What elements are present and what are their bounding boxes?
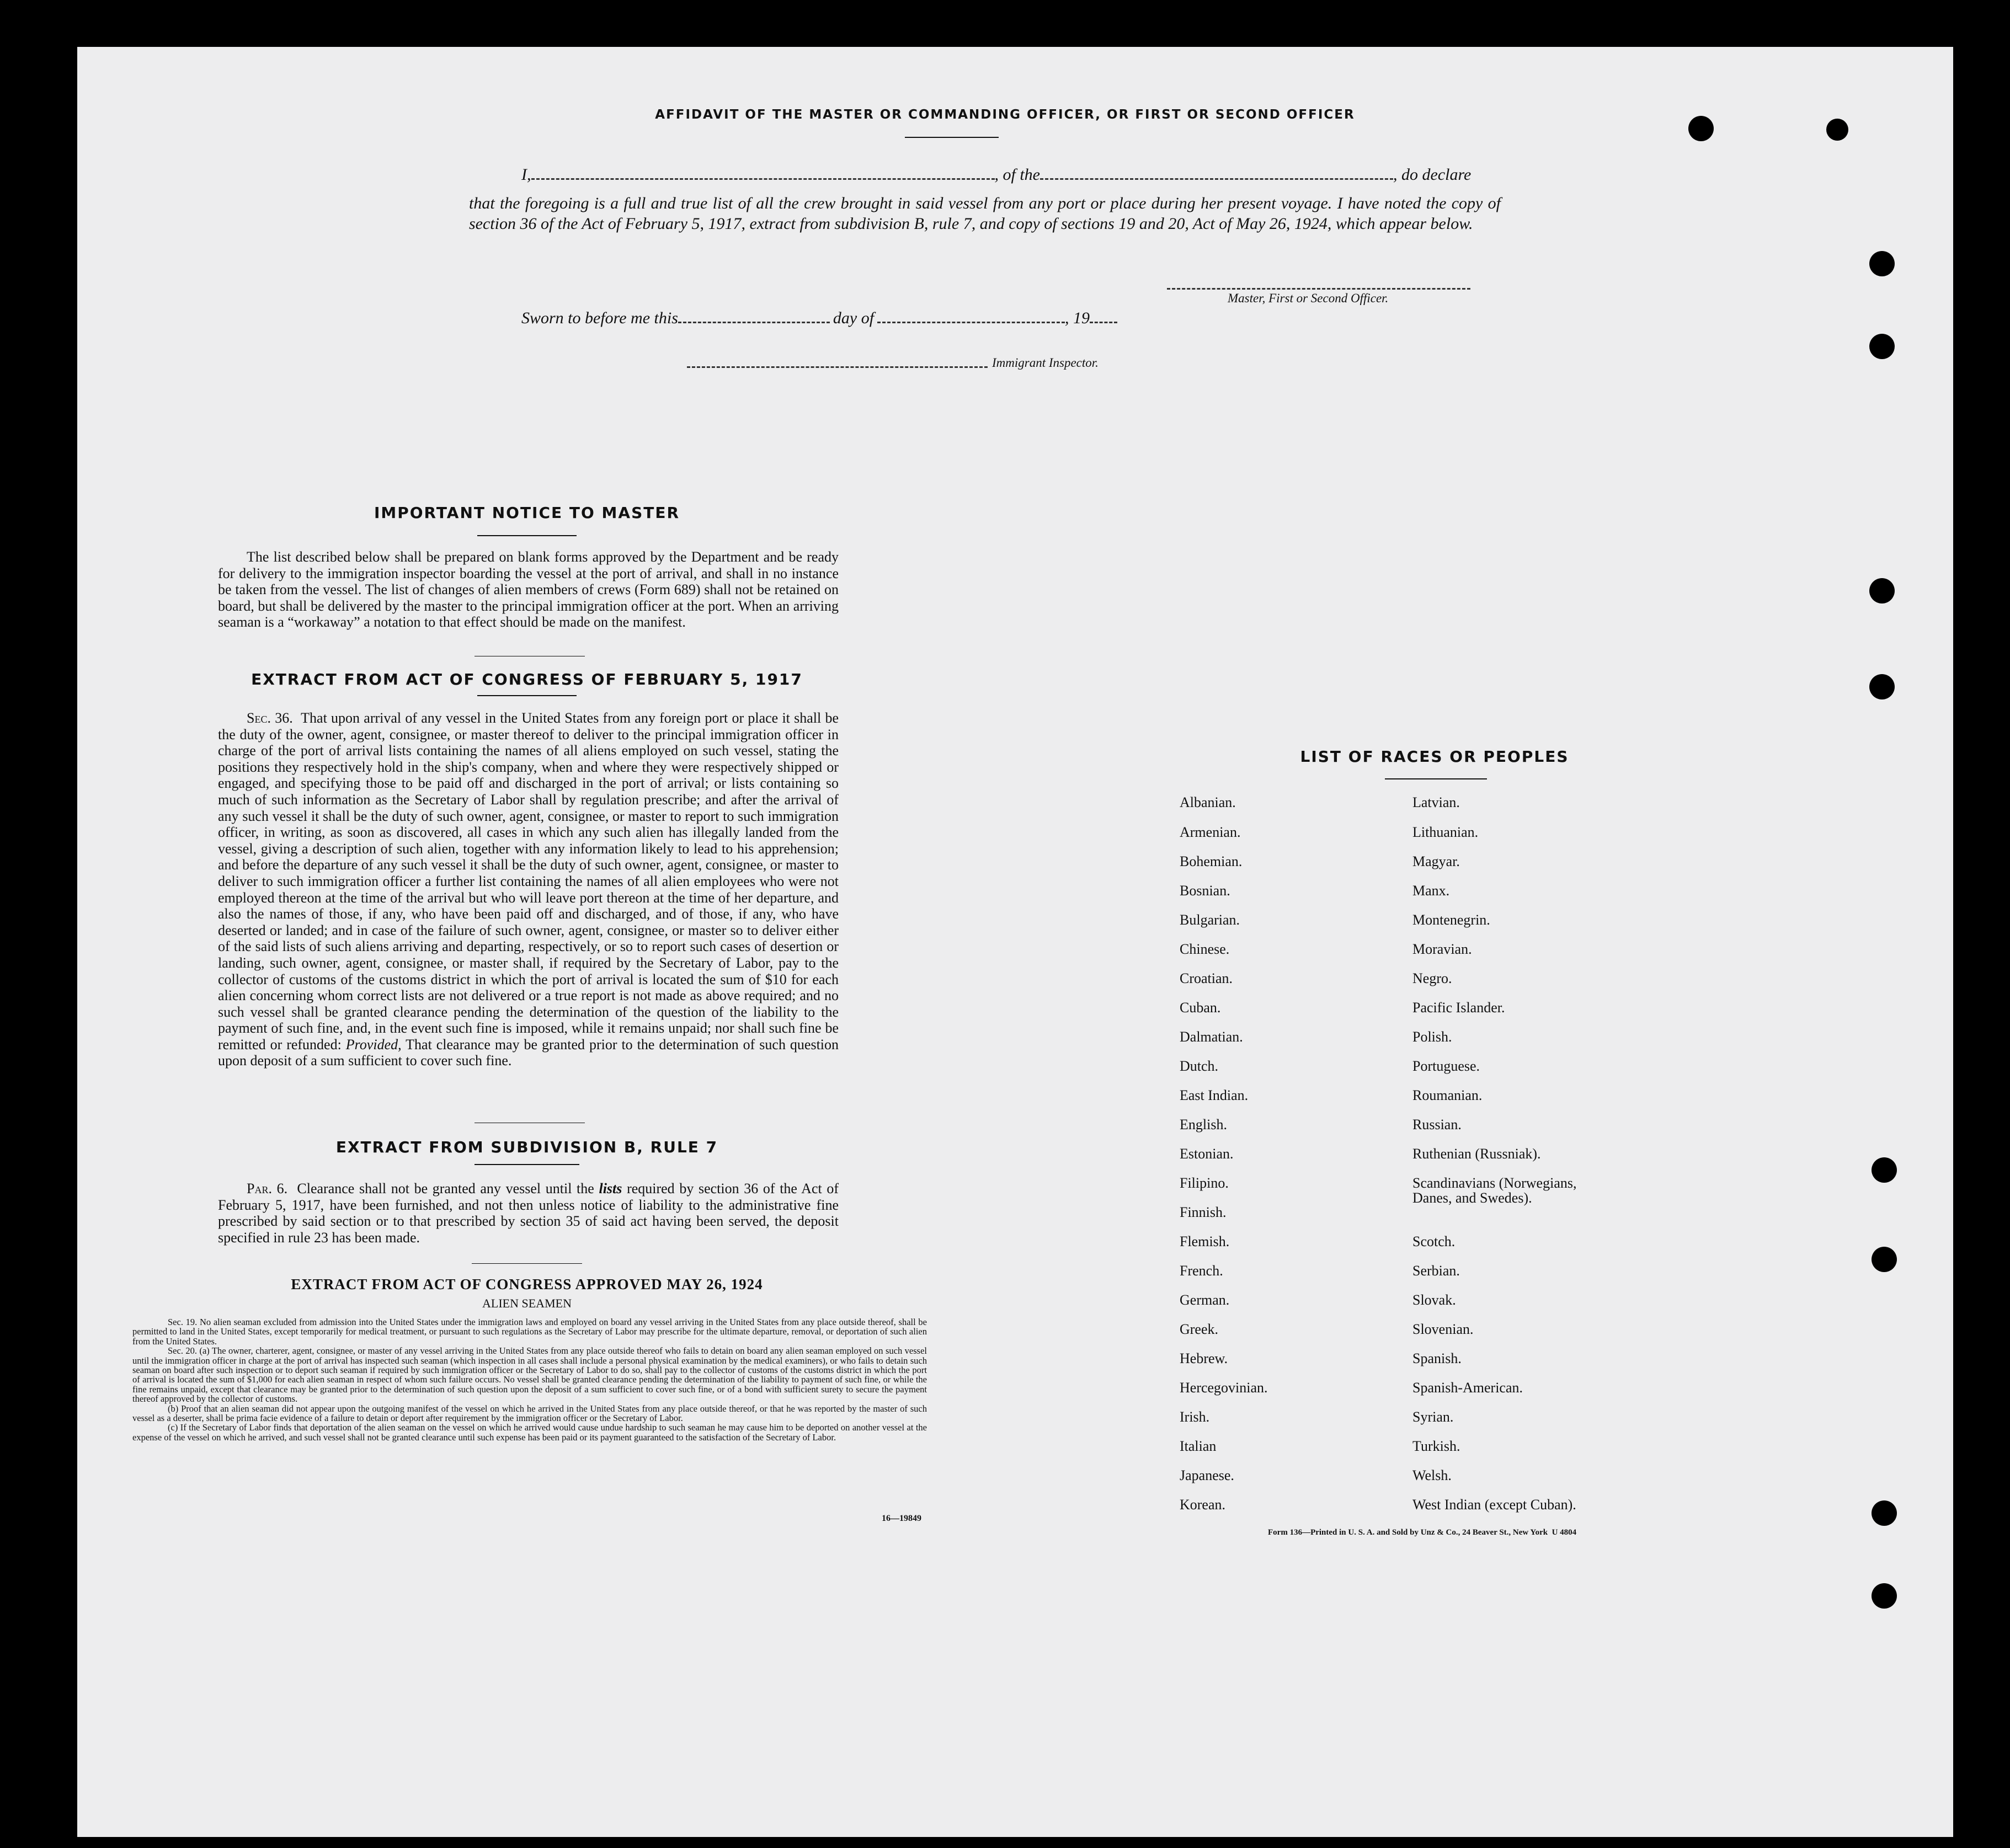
race-item: Latvian.: [1412, 794, 1460, 810]
race-item: Russian.: [1412, 1117, 1462, 1133]
race-item: Filipino.: [1180, 1175, 1229, 1191]
printer-footer: Form 136—Printed in U. S. A. and Sold by Unz & Co., 24 Beaver St., New York U 4804: [1268, 1528, 1577, 1537]
sec-20c-text: (c) If the Secretary of Labor finds that deportation of the alien seaman on the vessel on which he arrived would cause undue hardship to such seaman he may cause him to be deported on another vessel at the expense of the vessel on which he arrived, and such vessel shall not be granted clearance until such expense has been paid or its payment guaranteed to the satisfaction of the Secretary of Labor.: [132, 1422, 927, 1443]
provided-label: Provided,: [345, 1036, 402, 1053]
sec-36-label: Sec. 36.: [247, 710, 293, 726]
race-item: Bohemian.: [1180, 853, 1243, 869]
race-item: Slovenian.: [1412, 1321, 1474, 1337]
race-item: English.: [1180, 1117, 1227, 1133]
race-item: Flemish.: [1180, 1233, 1230, 1249]
punch-hole-mark: [1869, 251, 1895, 276]
race-item: Scotch.: [1412, 1233, 1455, 1249]
race-item: Hercegovinian.: [1180, 1380, 1268, 1396]
punch-hole-mark: [1826, 119, 1848, 141]
race-item: French.: [1180, 1263, 1223, 1279]
rule-7-underline: [474, 1164, 579, 1165]
race-item: Moravian.: [1412, 941, 1472, 957]
par-6-label: Par. 6.: [247, 1181, 288, 1197]
punch-hole-mark: [1872, 1500, 1897, 1526]
lists-emphasis: lists: [599, 1181, 622, 1197]
race-item: Welsh.: [1412, 1467, 1452, 1483]
race-item: Croatian.: [1180, 970, 1233, 986]
race-item: Slovak.: [1412, 1292, 1456, 1308]
notice-title: IMPORTANT NOTICE TO MASTER: [374, 504, 680, 522]
race-item: Manx.: [1412, 883, 1450, 899]
sec-20a-text: Sec. 20. (a) The owner, charterer, agent, consignee, or master of any vessel arriving in the United States from any place outside thereof who fails to detain on board any alien seaman employed on such vessel until the immigration officer in charge at the port of arrival has inspected such seaman (which inspection in all cases shall include a personal physical examination by the medical examiners), or who fails to detain such seaman on board after such inspection or to deport such seaman if required by such immigration officer or the Secretary of Labor to do so, shall pay to the collector of customs of the customs district in which the port of arrival is located the sum of $1,000 for each alien seaman in respect of whom such failure occurs. No vessel shall be granted clearance pending the determination of the liability to payment of such fine, or while the fine remains unpaid, except that clearance may be granted prior to the determination of such question upon the deposit of a sum sufficient to cover such fine, or of a bond with sufficient surety to secure the payment thereof approved by the collector of customs.: [132, 1345, 927, 1404]
race-item: Serbian.: [1412, 1263, 1460, 1279]
master-label: Master, First or Second Officer.: [1228, 291, 1389, 305]
race-item: Portuguese.: [1412, 1058, 1480, 1074]
title-underline: [905, 137, 999, 138]
sec-19-text: Sec. 19. No alien seaman excluded from admission into the United States under the immigration laws and employed on board any vessel arriving in the United States from any place outside thereof, shall be permitted to land in the United States, except temporarily for medical treatment, or pursuant to such regulations as the Secretary of Labor may prescribe for the ultimate departure, removal, or deportation of such alien from the United States.: [132, 1317, 927, 1347]
year-label: , 19: [1065, 309, 1090, 327]
race-item: Italian: [1180, 1438, 1217, 1454]
race-item: German.: [1180, 1292, 1230, 1308]
race-item: Pacific Islander.: [1412, 1000, 1505, 1016]
inspector-label: Immigrant Inspector.: [992, 356, 1099, 370]
sworn-label: Sworn to before me this: [521, 309, 678, 327]
punch-hole-mark: [1869, 674, 1895, 699]
race-item: Scandinavians (Norwegians,: [1412, 1175, 1577, 1191]
race-item: Montenegrin.: [1412, 912, 1490, 928]
punch-hole-mark: [1872, 1247, 1897, 1272]
race-item: East Indian.: [1180, 1087, 1249, 1103]
race-item: Irish.: [1180, 1409, 1210, 1425]
i-label: I,: [521, 165, 531, 184]
race-item: Armenian.: [1180, 824, 1241, 840]
section-divider: [472, 1263, 582, 1264]
race-item: Finnish.: [1180, 1204, 1227, 1220]
race-item: Magyar.: [1412, 853, 1460, 869]
punch-hole-mark: [1869, 334, 1895, 359]
races-underline: [1385, 778, 1487, 779]
rule-7-body: [218, 1181, 839, 1246]
extract-1924-subtitle: ALIEN SEAMEN: [482, 1296, 572, 1310]
race-item: Dalmatian.: [1180, 1029, 1243, 1045]
race-item: Danes, and Swedes).: [1412, 1190, 1532, 1206]
sworn-line: [521, 309, 1117, 328]
punch-hole-mark: [1872, 1583, 1897, 1609]
master-signature-line: [1167, 288, 1470, 290]
notice-body: The list described below shall be prepared on blank forms approved by the Department and be ready for delivery to the immigration inspector boarding the vessel at the port of arrival, and shall in no instance be taken from the vessel. The list of changes of alien members of crews (Form 689) shall not be retained on board, but shall be delivered by the master to the principal immigration officer at the port. When an arriving seaman is a “workaway” a notation to that effect should be made on the manifest.: [218, 549, 839, 630]
race-item: Hebrew.: [1180, 1350, 1228, 1366]
race-item: Bulgarian.: [1180, 912, 1240, 928]
extract-1917-title: EXTRACT FROM ACT OF CONGRESS OF FEBRUARY 5, 1917: [251, 670, 803, 688]
race-item: Roumanian.: [1412, 1087, 1483, 1103]
declaration-line: [521, 165, 1471, 184]
race-item: Korean.: [1180, 1497, 1226, 1513]
race-item: Greek.: [1180, 1321, 1219, 1337]
inspector-signature-line: [687, 366, 988, 368]
races-title: LIST OF RACES OR PEOPLES: [1300, 747, 1569, 766]
race-item: Ruthenian (Russniak).: [1412, 1146, 1541, 1162]
sec-36-text: That upon arrival of any vessel in the United States from any foreign port or place it shall be the duty of the owner, agent, consignee, or master thereof to deliver to the principal immigration officer in charge of the port of arrival lists containing the names of all aliens employed on such vessel, stating the positions they respectively hold in the ship's company, when and where they were respectively shipped or engaged, and specifying those to be paid off and discharged in the port of arrival; or lists containing so much of such information as the Secretary of Labor shall by regulation prescribe; and after the arrival of any such vessel it shall be the duty of such owner, agent, consignee, or master to report to such immigration officer, in writing, as soon as discovered, all cases in which any such alien has illegally landed from the vessel, giving a description of such alien, together with any information likely to lead to his apprehension; and before the departure of any such vessel it shall be the duty of such owner, agent, consignee, or master to deliver to such immigration officer a further list containing the names of all alien employees who were not employed thereon at the time of the arrival but who will leave port thereon at the time of her departure, and also the names of those, if any, who have been paid off and discharged, and of those, if any, who have deserted or landed; and in case of the failure of such owner, agent, consignee, or master so to deliver either of the said lists of such aliens arriving and departing, respectively, or so to report such cases of desertion or landing, such owner, agent, consignee, or master shall, if required by the Secretary of Labor, pay to the collector of customs of the customs district in which the port of arrival is located the sum of $10 for each alien concerning whom correct lists are not delivered or a true report is not made as above required; and no such vessel shall be granted clearance pending the determination of the question of the liability to the payment of such fine, and, in the event such fine is imposed, while it remains unpaid; nor shall such fine be remitted or refunded:: [218, 710, 839, 1053]
par-6-text-b: required by section 36 of the Act of February 5, 1917, have been furnished, and not then unless notice of liability to the administrative fine prescribed by said section or to that prescribed by section 35 of said act having been served, the deposit specified in rule 23 has been made.: [218, 1181, 839, 1246]
affidavit-title: AFFIDAVIT OF THE MASTER OR COMMANDING OFFICER, OR FIRST OR SECOND OFFICER: [655, 108, 1355, 122]
extract-1917-body: [218, 710, 839, 1069]
day-of-label: day of: [833, 309, 875, 327]
par-6-text: Clearance shall not be granted any vessel until the: [297, 1181, 594, 1197]
of-the-label: , of the: [994, 165, 1040, 184]
race-item: West Indian (except Cuban).: [1412, 1497, 1576, 1513]
race-item: Negro.: [1412, 970, 1452, 986]
affidavit-body: that the foregoing is a full and true list of all the crew brought in said vessel from any port or place during her present voyage. I have noted the copy of section 36 of the Act of February 5, 1917, extract from subdivision B, rule 7, and copy of sections 19 and 20, Act of May 26, 1924, which appear below.: [469, 194, 1501, 233]
notice-underline: [477, 535, 577, 536]
rule-7-title: EXTRACT FROM SUBDIVISION B, RULE 7: [335, 1138, 718, 1156]
extract-1917-underline: [477, 695, 577, 696]
race-item: Chinese.: [1180, 941, 1230, 957]
race-item: Estonian.: [1180, 1146, 1234, 1162]
punch-hole-mark: [1872, 1157, 1897, 1183]
race-item: Bosnian.: [1180, 883, 1230, 899]
sec-20b-text: (b) Proof that an alien seaman did not appear upon the outgoing manifest of the vessel on which he arrived in the United States from any place outside thereof, or that he was reported by the master of such vessel as a deserter, shall be prima facie evidence of a failure to detain or deport after requirement by the immigration officer or the Secretary of Labor.: [132, 1403, 927, 1424]
race-item: Spanish.: [1412, 1350, 1462, 1366]
form-code: 16—19849: [882, 1514, 921, 1523]
race-item: Spanish-American.: [1412, 1380, 1523, 1396]
extract-1924-body: [132, 1317, 927, 1442]
sec-36-text-end: That clearance may be granted prior to the determination of such question upon deposit of a sum sufficient to cover such fine.: [218, 1036, 839, 1069]
extract-1924-title: EXTRACT FROM ACT OF CONGRESS APPROVED MAY 26, 1924: [291, 1276, 763, 1292]
race-item: Cuban.: [1180, 1000, 1221, 1016]
race-item: Lithuanian.: [1412, 824, 1479, 840]
race-item: Turkish.: [1412, 1438, 1460, 1454]
punch-hole-mark: [1869, 578, 1895, 603]
do-declare-label: , do declare: [1393, 165, 1471, 184]
race-item: Polish.: [1412, 1029, 1452, 1045]
race-item: Albanian.: [1180, 794, 1236, 810]
race-item: Japanese.: [1180, 1467, 1234, 1483]
race-item: Syrian.: [1412, 1409, 1454, 1425]
race-item: Dutch.: [1180, 1058, 1219, 1074]
